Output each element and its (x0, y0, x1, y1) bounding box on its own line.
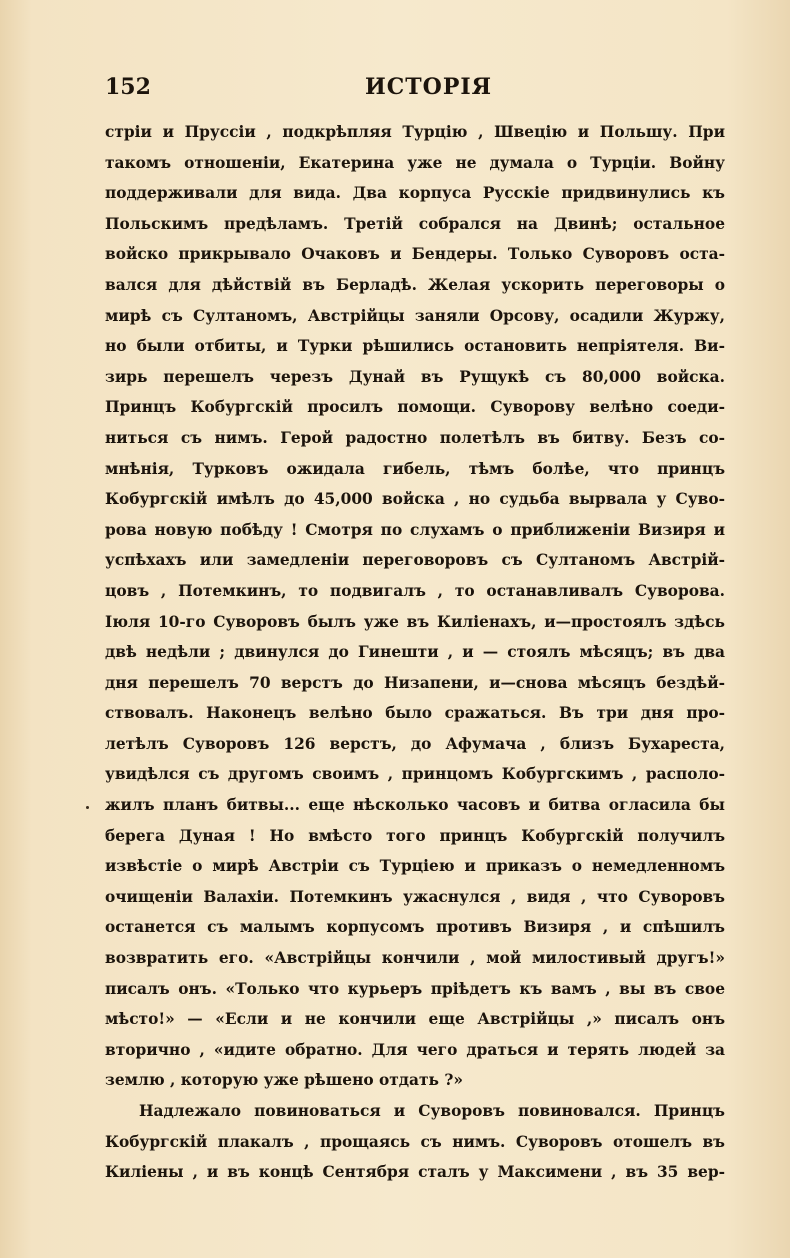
paragraph (105, 117, 725, 1096)
text-line: землю , которую уже рѣшено отдать ?» (105, 1071, 463, 1090)
text-line: жилъ планъ битвы... еще нѣсколько часовъ и битва огласила бы (105, 796, 725, 815)
body-text (105, 117, 725, 1188)
text-line: вторично , «идите обратно. Для чего драться и терять людей за (105, 1040, 725, 1059)
text-line: Іюля 10-го Суворовъ былъ уже въ Киліенахъ, и—простоялъ здѣсь (105, 612, 725, 631)
text-line: очищеніи Валахіи. Потемкинъ ужаснулся , видя , что Суворовъ (105, 887, 725, 906)
text-line: зирь перешелъ черезъ Дунай въ Рущукѣ съ 80,000 войска. (105, 367, 725, 386)
text-line: стріи и Пруссіи , подкрѣпляя Турцію , Швецію и Польшу. При (105, 123, 725, 141)
text-line: войско прикрывало Очаковъ и Бендеры. Только Суворовъ оста- (105, 245, 725, 264)
text-line: увидѣлся съ другомъ своимъ , принцомъ Кобургскимъ , располо- (105, 765, 725, 784)
text-line: Надлежало повиноваться и Суворовъ повиновался. Принцъ (139, 1102, 725, 1120)
text-line: летѣлъ Суворовъ 126 верстъ, до Афумача , близъ Бухареста, (105, 734, 725, 753)
text-line: поддерживали для вида. Два корпуса Русскіе придвинулись къ (105, 184, 725, 203)
text-line: дня перешелъ 70 верстъ до Низапени, и—снова мѣсяцъ бездѣй- (105, 673, 725, 692)
text-line: цовъ , Потемкинъ, то подвигалъ , то останавливалъ Суворова. (105, 581, 725, 600)
text-line: вался для дѣйствій въ Берладѣ. Желая ускорить переговоры о (105, 275, 725, 294)
running-title: ИСТОРІЯ (365, 74, 493, 100)
text-line: писалъ онъ. «Только что курьеръ пріѣдетъ къ вамъ , вы въ свое (105, 979, 725, 998)
page-number: 152 (105, 74, 151, 100)
text-line: двѣ недѣли ; двинулся до Гинешти , и — стоялъ мѣсяцъ; въ два (105, 643, 725, 662)
text-line: Кобургскій имѣлъ до 45,000 войска , но судьба вырвала у Суво- (105, 490, 725, 509)
text-line: ствовалъ. Наконецъ велѣно было сражаться. Въ три дня про- (105, 704, 725, 723)
text-line: извѣстіе о мирѣ Австріи съ Турціею и приказъ о немедленномъ (105, 857, 725, 876)
text-line: берега Дуная ! Но вмѣсто того принцъ Кобургскій получилъ (105, 826, 725, 845)
text-line: ниться съ нимъ. Герой радостно полетѣлъ въ битву. Безъ со- (105, 428, 725, 447)
margin-mark (86, 806, 89, 809)
text-line: Принцъ Кобургскій просилъ помощи. Суворову велѣно соеди- (105, 398, 725, 417)
text-line: но были отбиты, и Турки рѣшились остановить непріятеля. Ви- (105, 337, 725, 356)
text-line: останется съ малымъ корпусомъ противъ Визиря , и спѣшилъ (105, 918, 725, 937)
text-line: рова новую побѣду ! Смотря по слухамъ о приближеніи Визиря и (105, 520, 725, 539)
text-line: Киліены , и въ концѣ Сентября сталъ у Максимени , въ 35 вер- (105, 1163, 725, 1182)
text-line: Польскимъ предѣламъ. Третій собрался на Двинѣ; остальное (105, 214, 725, 233)
paragraph (105, 1096, 725, 1188)
text-line: мирѣ съ Султаномъ, Австрійцы заняли Орсову, осадили Журжу, (105, 306, 725, 325)
text-line: возвратить его. «Австрійцы кончили , мой милостивый другъ!» (105, 949, 725, 968)
text-line: Кобургскій плакалъ , прощаясь съ нимъ. Суворовъ отошелъ въ (105, 1132, 725, 1151)
text-line: успѣхахъ или замедленіи переговоровъ съ Султаномъ Австрій- (105, 551, 725, 570)
text-line: мнѣнія, Турковъ ожидала гибель, тѣмъ болѣе, что принцъ (105, 459, 725, 478)
text-line: такомъ отношеніи, Екатерина уже не думала о Турціи. Войну (105, 153, 725, 172)
page-header (105, 72, 725, 106)
text-line: мѣсто!» — «Если и не кончили еще Австрійцы ,» писалъ онъ (105, 1010, 725, 1029)
